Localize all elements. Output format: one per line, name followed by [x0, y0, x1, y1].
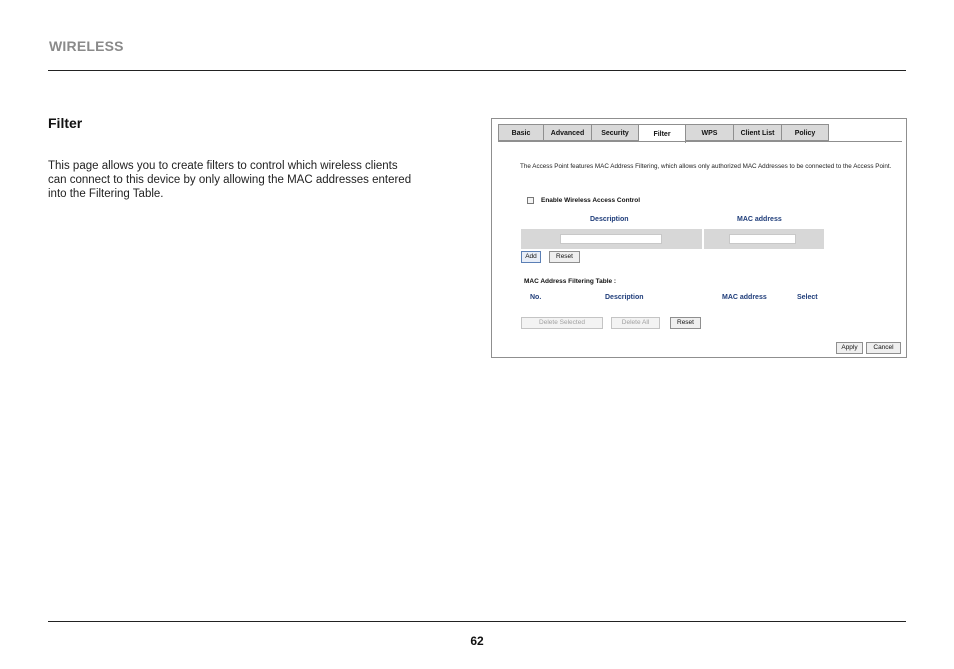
tab-filter[interactable]: Filter — [639, 124, 686, 143]
enable-access-control-label: Enable Wireless Access Control — [541, 197, 641, 204]
enable-access-control-checkbox[interactable] — [527, 197, 534, 204]
reset-table-button[interactable]: Reset — [670, 317, 701, 329]
tab-basic[interactable]: Basic — [498, 124, 544, 141]
enable-access-control-row — [527, 197, 640, 204]
mac-address-column-header: MAC address — [737, 216, 782, 223]
tab-policy[interactable]: Policy — [782, 124, 829, 141]
table-header-select: Select — [797, 294, 818, 301]
filter-intro-text: The Access Point features MAC Address Filtering, which allows only authorized MAC Addresses to be connected to the Access Point. — [520, 163, 892, 170]
tab-client-list[interactable]: Client List — [734, 124, 782, 141]
tab-security[interactable]: Security — [592, 124, 639, 141]
delete-all-button[interactable]: Delete All — [611, 317, 660, 329]
description-column-header: Description — [590, 216, 629, 223]
apply-button[interactable]: Apply — [836, 342, 863, 354]
tab-wps[interactable]: WPS — [686, 124, 734, 141]
section-header: WIRELESS — [49, 38, 124, 54]
table-header-description: Description — [605, 294, 644, 301]
add-button[interactable]: Add — [521, 251, 541, 263]
filtering-table-title: MAC Address Filtering Table : — [524, 278, 617, 285]
entry-row — [521, 229, 824, 249]
reset-entry-button[interactable]: Reset — [549, 251, 580, 263]
footer-divider — [48, 621, 906, 622]
description-input[interactable] — [560, 234, 662, 244]
mac-address-input[interactable] — [729, 234, 796, 244]
page-title: Filter — [48, 115, 83, 131]
tab-advanced[interactable]: Advanced — [544, 124, 592, 141]
tab-underline — [498, 141, 902, 142]
page-number: 62 — [470, 634, 484, 648]
router-filter-panel — [491, 118, 907, 358]
table-header-mac-address: MAC address — [722, 294, 767, 301]
table-header-no: No. — [530, 294, 542, 301]
page-description: This page allows you to create filters to control which wireless clients can connect to this device by only allowing the MAC addresses entered into the Filtering Table. — [48, 160, 412, 200]
entry-divider — [702, 229, 704, 249]
delete-selected-button[interactable]: Delete Selected — [521, 317, 603, 329]
header-divider — [48, 70, 906, 71]
cancel-button[interactable]: Cancel — [866, 342, 901, 354]
